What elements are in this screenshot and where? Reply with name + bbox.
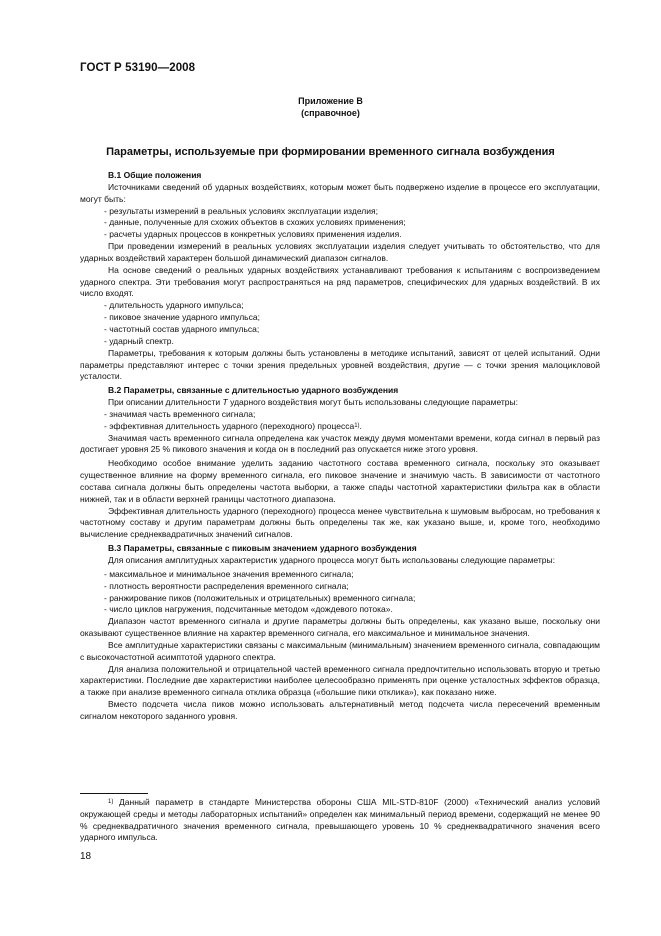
b2-paragraph-3: Необходимо особое внимание уделить заданию частотного состава временного сигнала, поскольку это оказывает существенное влияние на форму временного сигнала, его пиковое значение и значимую часть. В зависимости от частотного состава сигнала должны быть определены частота выборки, а также спады частотной характеристики фильтра как в области нижней, так и в области верхней границы частотного диапазона. <box>80 458 600 504</box>
section-title: Параметры, используемые при формировании временного сигнала возбуждения <box>106 146 555 158</box>
appendix-title: Приложение В <box>298 96 363 106</box>
b2-paragraph-2: Значимая часть временного сигнала определена как участок между двумя моментами времени, когда сигнал в первый раз достигает уровня 25 % пикового значения и когда он в последний раз опускается ниже этого уровня. <box>80 432 600 455</box>
b1-list-item: - результаты измерений в реальных условиях эксплуатации изделия; <box>104 205 378 216</box>
b1-list2-item: - пиковое значение ударного импульса; <box>104 312 260 323</box>
b2-heading: В.2 Параметры, связанные с длительностью ударного возбуждения <box>108 385 399 396</box>
footnote <box>80 797 600 844</box>
b1-list2-item: - длительность ударного импульса; <box>104 300 244 311</box>
body-text <box>80 170 600 723</box>
b1-list-item: - данные, полученные для схожих объектов в схожих условиях применения; <box>104 217 406 228</box>
footnote-mark: 1) <box>108 799 114 805</box>
b2-paragraph-4: Эффективная длительность ударного (переходного) процесса менее чувствительна к шумовым выбросам, но требования к частотному составу и другим параметрам должны быть определены так же, как указано выше, и, кроме того, необходимо вычисление среднеквадратичных значений сигналов. <box>80 505 600 540</box>
footnote-text: Данный параметр в стандарте Министерства обороны США MIL-STD-810F (2000) «Технический анализ условий окружающей среды и методы лабораторных испытаний» определен как минимальный период времени, содержащий не менее 90 % среднеквадратичного значения временного сигнала, превышающего уровень 10 % среднеквадратичного значения всего ударного импульса. <box>80 797 600 843</box>
b2-list-item: - эффективная длительность ударного (переходного) процесса$^{1)}$. <box>104 420 362 431</box>
footnote-ref: 1) <box>354 422 360 429</box>
b1-list2-item: - ударный спектр. <box>104 335 174 346</box>
standard-header: ГОСТ Р 53190—2008 <box>80 62 196 74</box>
appendix-note: (справочное) <box>301 108 360 118</box>
b3-paragraph-3: Все амплитудные характеристики связаны с максимальным (минимальным) значением временного сигнала, совпадающим с высокочастотной асимптотой ударного спектра. <box>80 639 600 662</box>
b2-list-item: - значимая часть временного сигнала; <box>104 408 256 419</box>
b3-list-item: - число циклов нагружения, подсчитанные методом «дождевого потока». <box>104 604 393 615</box>
b3-paragraph-1: Для описания амплитудных характеристик ударного процесса могут быть использованы следующие параметры: <box>108 555 555 565</box>
b1-list-item: - расчеты ударных процессов в конкретных условиях применения изделия. <box>104 229 402 240</box>
b3-heading: В.3 Параметры, связанные с пиковым значением ударного возбуждения <box>108 543 417 554</box>
b1-paragraph-3: На основе сведений о реальных ударных воздействиях устанавливают требования к испытаниям с воспроизведением ударного спектра. Эти требования могут распространяться на ряд параметров, специфических для ударных воздействий. В их число входят. <box>80 264 600 299</box>
b3-list-item: - плотность вероятности распределения временного сигнала; <box>104 580 349 591</box>
b1-paragraph-2: При проведении измерений в реальных условиях эксплуатации изделия следует учитывать то обстоятельство, что для ударных воздействий характерен большой динамический диапазон сигналов. <box>80 241 600 263</box>
b2-paragraph-1: При описании длительности T ударного воздействия могут быть использованы следующие параметры: <box>108 397 519 408</box>
b1-list2-item: - частотный состав ударного импульса; <box>104 323 260 334</box>
b3-list-item: - максимальное и минимальное значения временного сигнала; <box>104 568 354 579</box>
b1-heading: В.1 Общие положения <box>108 170 202 180</box>
b3-list-item: - ранжирование пиков (положительных и отрицательных) временного сигнала; <box>104 592 416 603</box>
b1-paragraph-4: Параметры, требования к которым должны быть установлены в методике испытаний, зависят от целей испытаний. Одни параметры представляют интерес с точки зрения предельных уровней воздействия, другие — с точки зрения малоцикловой усталости. <box>80 347 600 382</box>
footnote-divider <box>80 793 148 794</box>
b3-paragraph-2: Диапазон частот временного сигнала и другие параметры должны быть определены, как указано выше, поскольку они оказывают существенное влияние на характер временного сигнала, его максимальное и минимальное значения. <box>80 616 600 639</box>
page-number: 18 <box>80 851 92 862</box>
b3-paragraph-4: Для анализа положительной и отрицательной частей временного сигнала предпочтительно использовать вторую и третью характеристики. Последние две характеристики наиболее целесообразно применять при оценке усталостных эффектов образца, а также при анализе временного сигнала отклика образца («большие пики отклика»), как показано ниже. <box>80 663 600 698</box>
b3-paragraph-5: Вместо подсчета числа пиков можно использовать альтернативный метод подсчета числа пересечений временным сигналом некоторого заданного уровня. <box>80 699 600 721</box>
b1-paragraph-1: Источниками сведений об ударных воздействиях, которым может быть подвержено изделие в процессе его эксплуатации, могут быть: <box>80 181 600 204</box>
